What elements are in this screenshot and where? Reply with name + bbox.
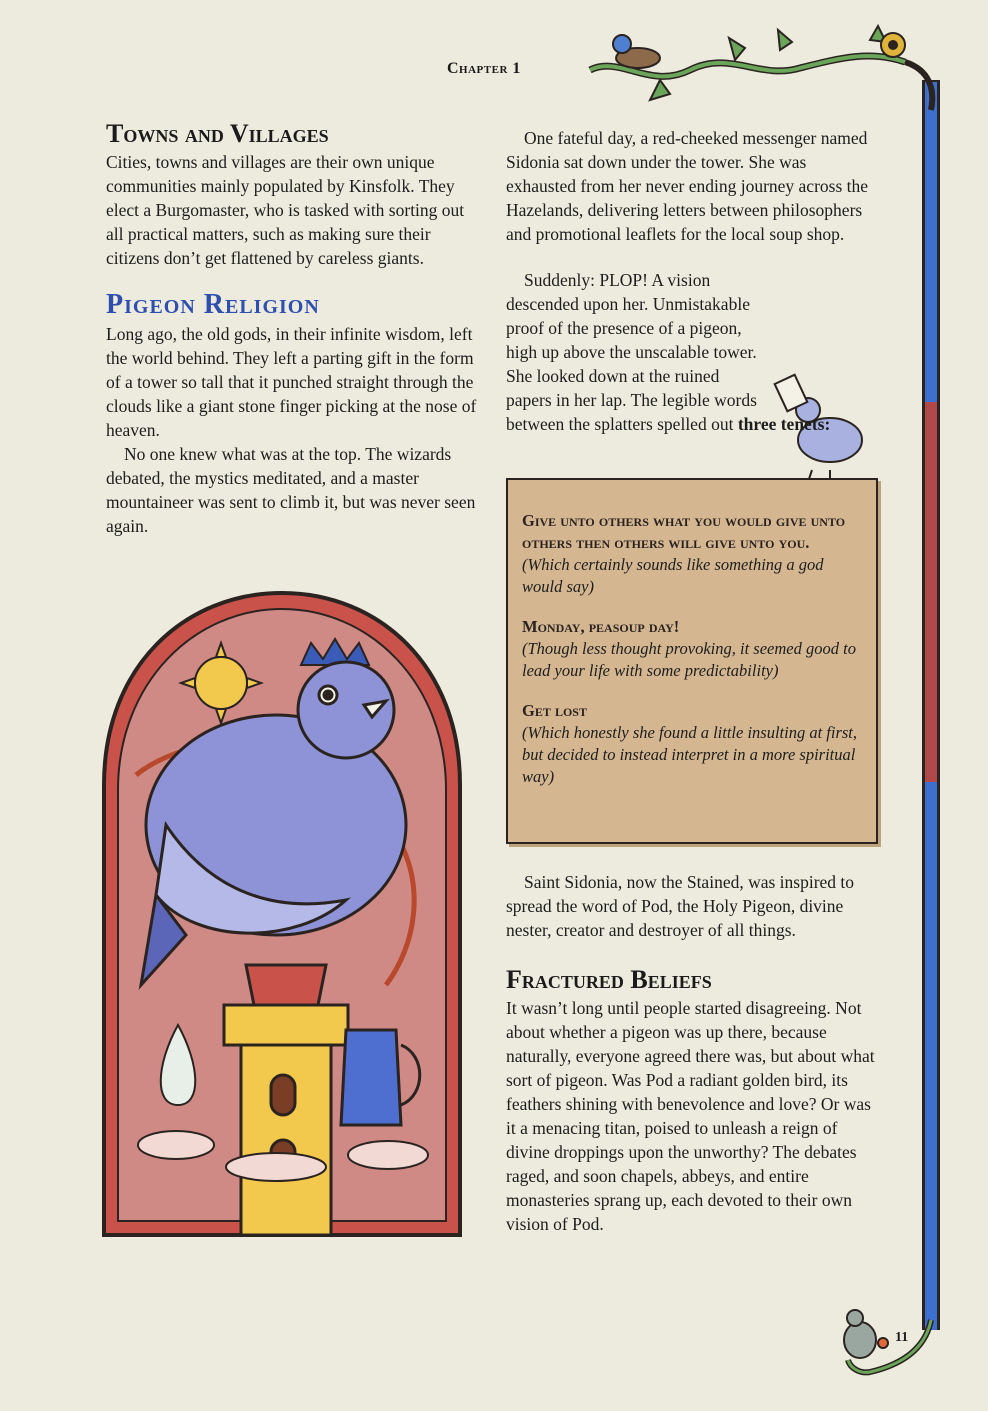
messenger-p1: One fateful day, a red-cheeked messenger named Sidonia sat down under the tower. She was exhausted from her never ending journey across the Hazelands, delivering letters between philosophers and promotional leaflets for the local soup shop.: [506, 128, 869, 244]
saint-text: Saint Sidonia, now the Stained, was inspired to spread the word of Pod, the Holy Pigeon, divine nester, creator and destroyer of all things.: [506, 872, 855, 940]
tenet-2-head: Monday, peasoup day!: [522, 617, 680, 636]
fractured-title: Fractured Beliefs: [506, 965, 712, 994]
tower-icon: [224, 965, 348, 1235]
religion-p2: No one knew what was at the top. The wizards debated, the mystics meditated, and a master mountaineer was sent to climb it, but was never seen again.: [106, 444, 476, 536]
bird-icon: [613, 35, 660, 68]
tenet-1-head: Give unto others what you would give unto others then others will give unto you.: [522, 511, 846, 552]
fractured-text: It wasn’t long until people started disagreeing. Not about whether a pigeon was up there, because naturally, everyone agreed there was, but about what sort of pigeon. Was Pod a radiant golden bird, its feathers shining with benevolence and love? Or was it a menacing titan, poised to unleash a reign of divine droppings upon the unworthy? The debates raged, and soon chapels, abbeys, and entire monasteries sprang up, each devoted to their own vision of Pod.: [506, 998, 875, 1234]
tenet-3-note: (Which honestly she found a little insulting at first, but decided to instead interpret in a more spiritual way): [522, 723, 858, 786]
tenet-1-note: (Which certainly sounds like something a god would say): [522, 555, 824, 596]
right-column-bottom: [506, 870, 878, 1236]
three-tenets-label: three tenets:: [737, 414, 831, 434]
creature-icon: [844, 1310, 888, 1358]
religion-title: Pigeon Religion: [106, 289, 320, 320]
crown-icon: [301, 639, 369, 665]
left-column: [106, 118, 478, 538]
pigeon-tower-illustration: [96, 585, 468, 1240]
religion-p1: Long ago, the old gods, in their infinite wisdom, left the world behind. They left a parting gift in the form of a tower so tall that it punched straight through the clouds like a giant stone finger picking at the nose of heaven.: [106, 324, 477, 440]
towns-title: Towns and Villages: [106, 119, 329, 148]
right-column-top: [506, 126, 878, 436]
chapter-heading: Chapter 1: [447, 60, 521, 77]
tenet-3-head: Get lost: [522, 701, 587, 720]
towns-text: Cities, towns and villages are their own unique communities mainly populated by Kinsfolk. They elect a Burgomaster, who is tasked with sorting out all practical matters, such as making sure their citizens don’t get flattened by careless giants.: [106, 152, 465, 268]
tenet-3: [522, 700, 867, 788]
tenet-2: [522, 616, 867, 682]
tenets-box: [506, 478, 878, 844]
messenger-p2-text: Suddenly: PLOP! A vision descended upon her. Unmistakable proof of the presence of a pigeon, high up above the unscalable tower. She looked down at the ruined papers in her lap. The legible words between the splatters spelled out: [506, 270, 757, 434]
tenet-2-note: (Though less thought provoking, it seemed good to lead your life with some predictability): [522, 639, 856, 680]
page-number: 11: [895, 1330, 909, 1345]
tenet-1: [522, 510, 867, 598]
